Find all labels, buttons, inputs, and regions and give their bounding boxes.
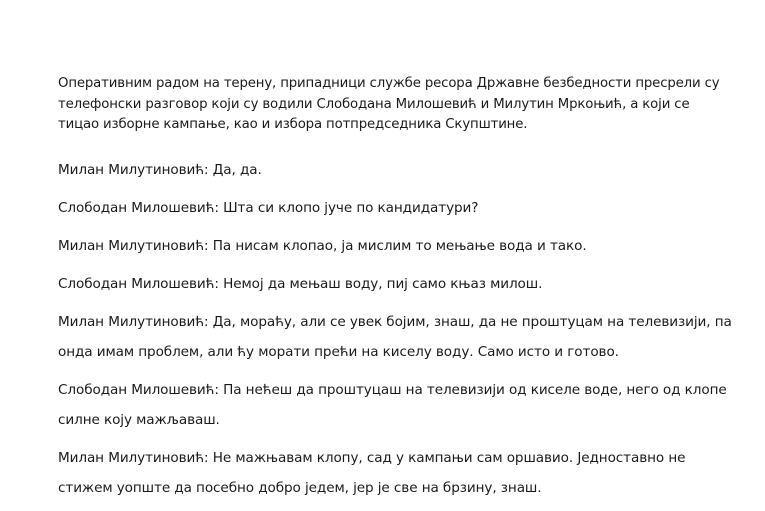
dialogue-text: Слободан Милошевић: Па нећеш да проштуцаш на телевизији од киселе воде, него од клопе [58,381,727,398]
dialogue-text: Милан Милутиновић: Да, да. [58,161,262,178]
dialogue-text: Милан Милутиновић: Да, мораћу, али се увек бојим, знаш, да не проштуцам на телевизији, па [58,313,732,330]
dialogue-text: Слободан Милошевић: Немој да мењаш воду, пиј само књаз милош. [58,275,543,292]
dialogue-line [58,443,734,503]
intro-line: тицао изборне кампање, као и избора потпредседника Скупштине. [58,117,528,132]
dialogue-line [58,375,734,435]
intro-line: телефонски разговор који су водили Слободана Милошевић и Милутин Мркоњић, а који се [58,96,690,112]
dialogue-text: Милан Милутиновић: Не мажњавам клопу, сад у кампањи сам оршавио. Једноставно не [58,449,686,466]
dialogue-line [58,193,734,223]
dialogue-text: Слободан Милошевић: Шта си клопо јуче по кандидатури? [58,199,479,216]
dialogue-line [58,231,734,261]
dialogue-line [58,155,734,185]
dialogue-line [58,269,734,299]
dialogue-line [58,307,734,367]
intro-line: Оперативним радом на терену, припадници службе ресора Државне безбедности пресрели су [58,76,720,91]
dialogue-text: стижем уопште да посебно добро једем, јер је све на брзину, знаш. [58,479,542,496]
dialogue-text: Милан Милутиновић: Па нисам клопао, ја мислим то мењање вода и тако. [58,237,587,254]
dialogue-text: онда имам проблем, али ћу морати прећи на киселу воду. Само исто и готово. [58,343,619,360]
intro-paragraph [58,74,734,136]
document-body [58,74,734,511]
dialogue-text: силне коју мажљаваш. [58,411,220,428]
